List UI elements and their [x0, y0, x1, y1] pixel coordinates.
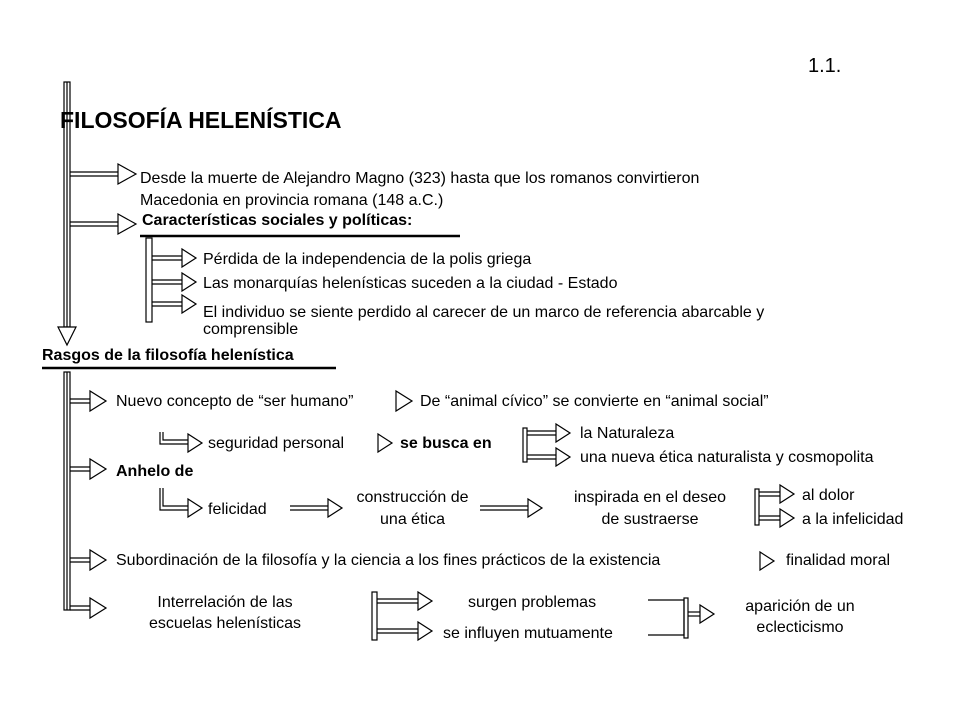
influence-label: se influyen mutuamente: [443, 625, 613, 642]
branch-social: [70, 214, 136, 234]
page-number: 1.1.: [808, 55, 842, 77]
subordination-result: finalidad moral: [786, 552, 891, 569]
main-spine-bottom: [64, 372, 70, 610]
social-spine: [146, 238, 196, 322]
inspired-label-1: inspirada en el deseo: [573, 489, 727, 506]
interrelation-label-2: escuelas helenísticas: [148, 615, 302, 632]
branch-longing: [70, 459, 106, 479]
nature-label: la Naturaleza: [580, 425, 675, 442]
social-heading: Características sociales y políticas:: [142, 212, 413, 229]
subordination-label: Subordinación de la filosofía y la ciencia a los fines prácticos de la existencia: [116, 552, 661, 569]
unhappiness-label: a la infelicidad: [802, 511, 904, 528]
traits-heading: Rasgos de la filosofía helenística: [42, 347, 294, 364]
pain-label: al dolor: [802, 487, 855, 504]
intro-line-2: Macedonia en provincia romana (148 a.C.): [140, 192, 444, 209]
human-result: De “animal cívico” se convierte en “animal social”: [420, 393, 769, 410]
social-item-individual-cont: comprensible: [203, 321, 299, 338]
ethics-label: una nueva ética naturalista y cosmopolita: [580, 449, 874, 466]
construct-label-2: una ética: [380, 511, 445, 528]
eclecticism-label-2: eclecticismo: [756, 619, 844, 636]
security-label: seguridad personal: [208, 435, 345, 452]
problems-label: surgen problemas: [468, 594, 597, 611]
eclecticism-label-1: aparición de un: [745, 598, 855, 615]
intro-line-1: Desde la muerte de Alejandro Magno (323) hasta que los romanos convirtieron: [140, 170, 700, 187]
sought-in-label: se busca en: [400, 435, 492, 452]
page-title: FILOSOFÍA HELENÍSTICA: [60, 107, 342, 133]
social-item-individual: El individuo se siente perdido al carecer de un marco de referencia abarcable y: [203, 304, 765, 321]
construct-label-1: construcción de: [356, 489, 469, 506]
social-item-polis: Pérdida de la independencia de la polis griega: [203, 251, 532, 268]
human-label: Nuevo concepto de “ser humano”: [116, 393, 354, 410]
happiness-label: felicidad: [208, 501, 267, 518]
branch-intro: [70, 164, 136, 184]
longing-label: Anhelo de: [116, 463, 194, 480]
social-item-monarchies: Las monarquías helenísticas suceden a la ciudad - Estado: [203, 275, 618, 292]
inspired-label-2: de sustraerse: [601, 511, 699, 528]
interrelation-label-1: Interrelación de las: [157, 594, 293, 611]
